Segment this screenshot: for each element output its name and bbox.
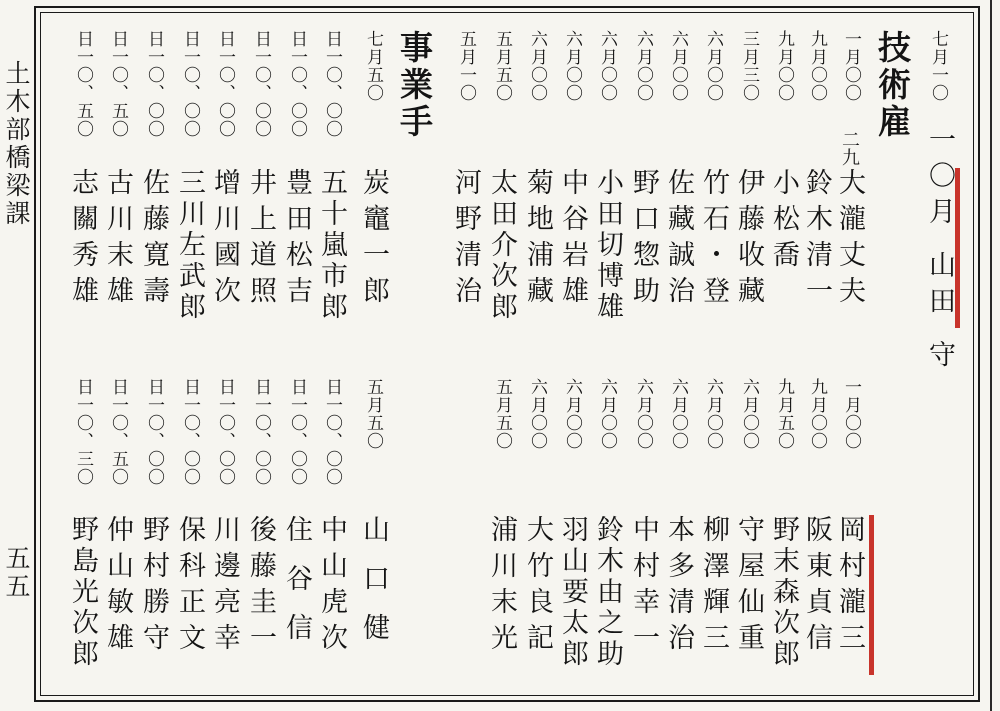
employee-name: 後藤圭一	[245, 515, 276, 659]
employee-name: 羽山要太郎	[557, 515, 588, 670]
employee-name: 志關秀雄	[67, 168, 98, 312]
employee-name: 大竹良記	[522, 515, 553, 659]
employee-name: 野末森次郎	[768, 515, 799, 670]
employee-name: 三川左武郎	[174, 168, 205, 323]
date-entry: 一月〇〇	[841, 378, 861, 450]
date-entry: 九月〇〇	[774, 30, 794, 102]
date-entry: 日一〇、〇〇	[215, 378, 235, 486]
date-entry: 日一〇、〇〇	[144, 30, 164, 138]
date-entry: 日一〇、三〇	[73, 378, 93, 486]
employee-name: 太田介次郎	[486, 168, 517, 323]
category-header: 事業手	[395, 30, 434, 141]
category-header: 技術雇	[873, 30, 912, 141]
employee-name: 大瀧丈夫	[834, 168, 865, 312]
employee-name: 山口健	[358, 515, 389, 662]
employee-name: 豊田松吉	[281, 168, 312, 312]
date-entry: 六月〇〇	[668, 378, 688, 450]
annotation-note: 二九	[839, 130, 860, 166]
employee-name: 增川國次	[209, 168, 240, 312]
employee-name: 中山虎次	[316, 515, 347, 659]
date-entry: 日一〇、〇〇	[144, 378, 164, 486]
date-entry: 六月〇〇	[597, 378, 617, 450]
employee-name: 炭竈一郎	[358, 168, 389, 312]
employee-name: 河野清治	[450, 168, 481, 312]
employee-name: 本多清治	[663, 515, 694, 659]
employee-name: 菊地浦藏	[522, 168, 553, 312]
date-entry: 六月〇〇	[562, 30, 582, 102]
date-entry: 七月五〇	[363, 30, 383, 102]
date-entry: 日一〇、〇〇	[180, 378, 200, 486]
date-entry: 六月〇〇	[703, 378, 723, 450]
highlight-mark	[955, 168, 960, 328]
employee-name: 野村勝守	[138, 515, 169, 659]
date-entry: 日一〇、〇〇	[322, 30, 342, 138]
right-edge-rule	[990, 0, 992, 711]
date-entry: 九月〇〇	[807, 378, 827, 450]
date-entry: 日一〇、〇〇	[287, 378, 307, 486]
date-entry: 日一〇、〇〇	[287, 30, 307, 138]
employee-name: 佐藏誠治	[663, 168, 694, 312]
employee-name: 伊藤收藏	[733, 168, 764, 312]
employee-name: 五十嵐市郎	[316, 168, 347, 323]
date-entry: 九月〇〇	[807, 30, 827, 102]
employee-name: 住谷信	[281, 515, 312, 662]
employee-name: 柳澤輝三	[698, 515, 729, 659]
employee-name: 川邊亮幸	[209, 515, 240, 659]
date-entry: 六月〇〇	[597, 30, 617, 102]
date-entry: 六月〇〇	[527, 30, 547, 102]
date-entry: 日一〇、五〇	[108, 378, 128, 486]
employee-name: 阪東貞信	[801, 515, 832, 659]
date-entry: 五月五〇	[492, 378, 512, 450]
employee-name: 竹石・登	[698, 168, 729, 312]
date-entry: 六月〇〇	[633, 30, 653, 102]
employee-name: 中谷岩雄	[557, 168, 588, 312]
employee-name: 野島光次郎	[67, 515, 98, 670]
date-entry: 日一〇、五〇	[73, 30, 93, 138]
employee-name: 浦川末光	[486, 515, 517, 659]
employee-name: 岡村瀧三	[834, 515, 865, 659]
date-entry: 六月〇〇	[562, 378, 582, 450]
date-entry: 五月一〇	[456, 30, 476, 102]
date-entry: 六月〇〇	[668, 30, 688, 102]
date-entry: 五月五〇	[492, 30, 512, 102]
date-entry: 日一〇、〇〇	[251, 30, 271, 138]
date-entry: 六月〇〇	[527, 378, 547, 450]
date-entry: 六月〇〇	[703, 30, 723, 102]
date-entry: 六月〇〇	[739, 378, 759, 450]
employee-name: 井上道照	[245, 168, 276, 312]
date-entry: 日一〇、〇〇	[251, 378, 271, 486]
employee-name: 一〇月 山田 守	[924, 125, 955, 377]
employee-name: 中村幸一	[628, 515, 659, 659]
employee-name: 小松喬	[768, 168, 799, 276]
employee-name: 小田切博雄	[592, 168, 623, 323]
employee-name: 仲山敏雄	[102, 515, 133, 659]
date-entry: 日一〇、〇〇	[180, 30, 200, 138]
section-title: 土木部橋梁課	[2, 60, 31, 228]
employee-name: 鈴木由之助	[592, 515, 623, 670]
date-entry: 日一〇、〇〇	[322, 378, 342, 486]
date-entry: 日一〇、五〇	[108, 30, 128, 138]
employee-name: 保科正文	[174, 515, 205, 659]
employee-name: 古川末雄	[102, 168, 133, 312]
employee-name: 鈴木清一	[801, 168, 832, 312]
employee-name: 野口惣助	[628, 168, 659, 312]
date-entry: 五月五〇	[363, 378, 383, 450]
page-number: 五五	[2, 545, 31, 601]
date-entry: 六月〇〇	[633, 378, 653, 450]
date-entry: 七月一〇	[928, 30, 948, 102]
date-entry: 一月〇〇	[841, 30, 861, 102]
employee-name: 佐藤寛壽	[138, 168, 169, 312]
highlight-mark	[869, 515, 874, 675]
date-entry: 三月三〇	[739, 30, 759, 102]
date-entry: 日一〇、〇〇	[215, 30, 235, 138]
date-entry: 九月五〇	[774, 378, 794, 450]
employee-name: 守屋仙重	[733, 515, 764, 659]
